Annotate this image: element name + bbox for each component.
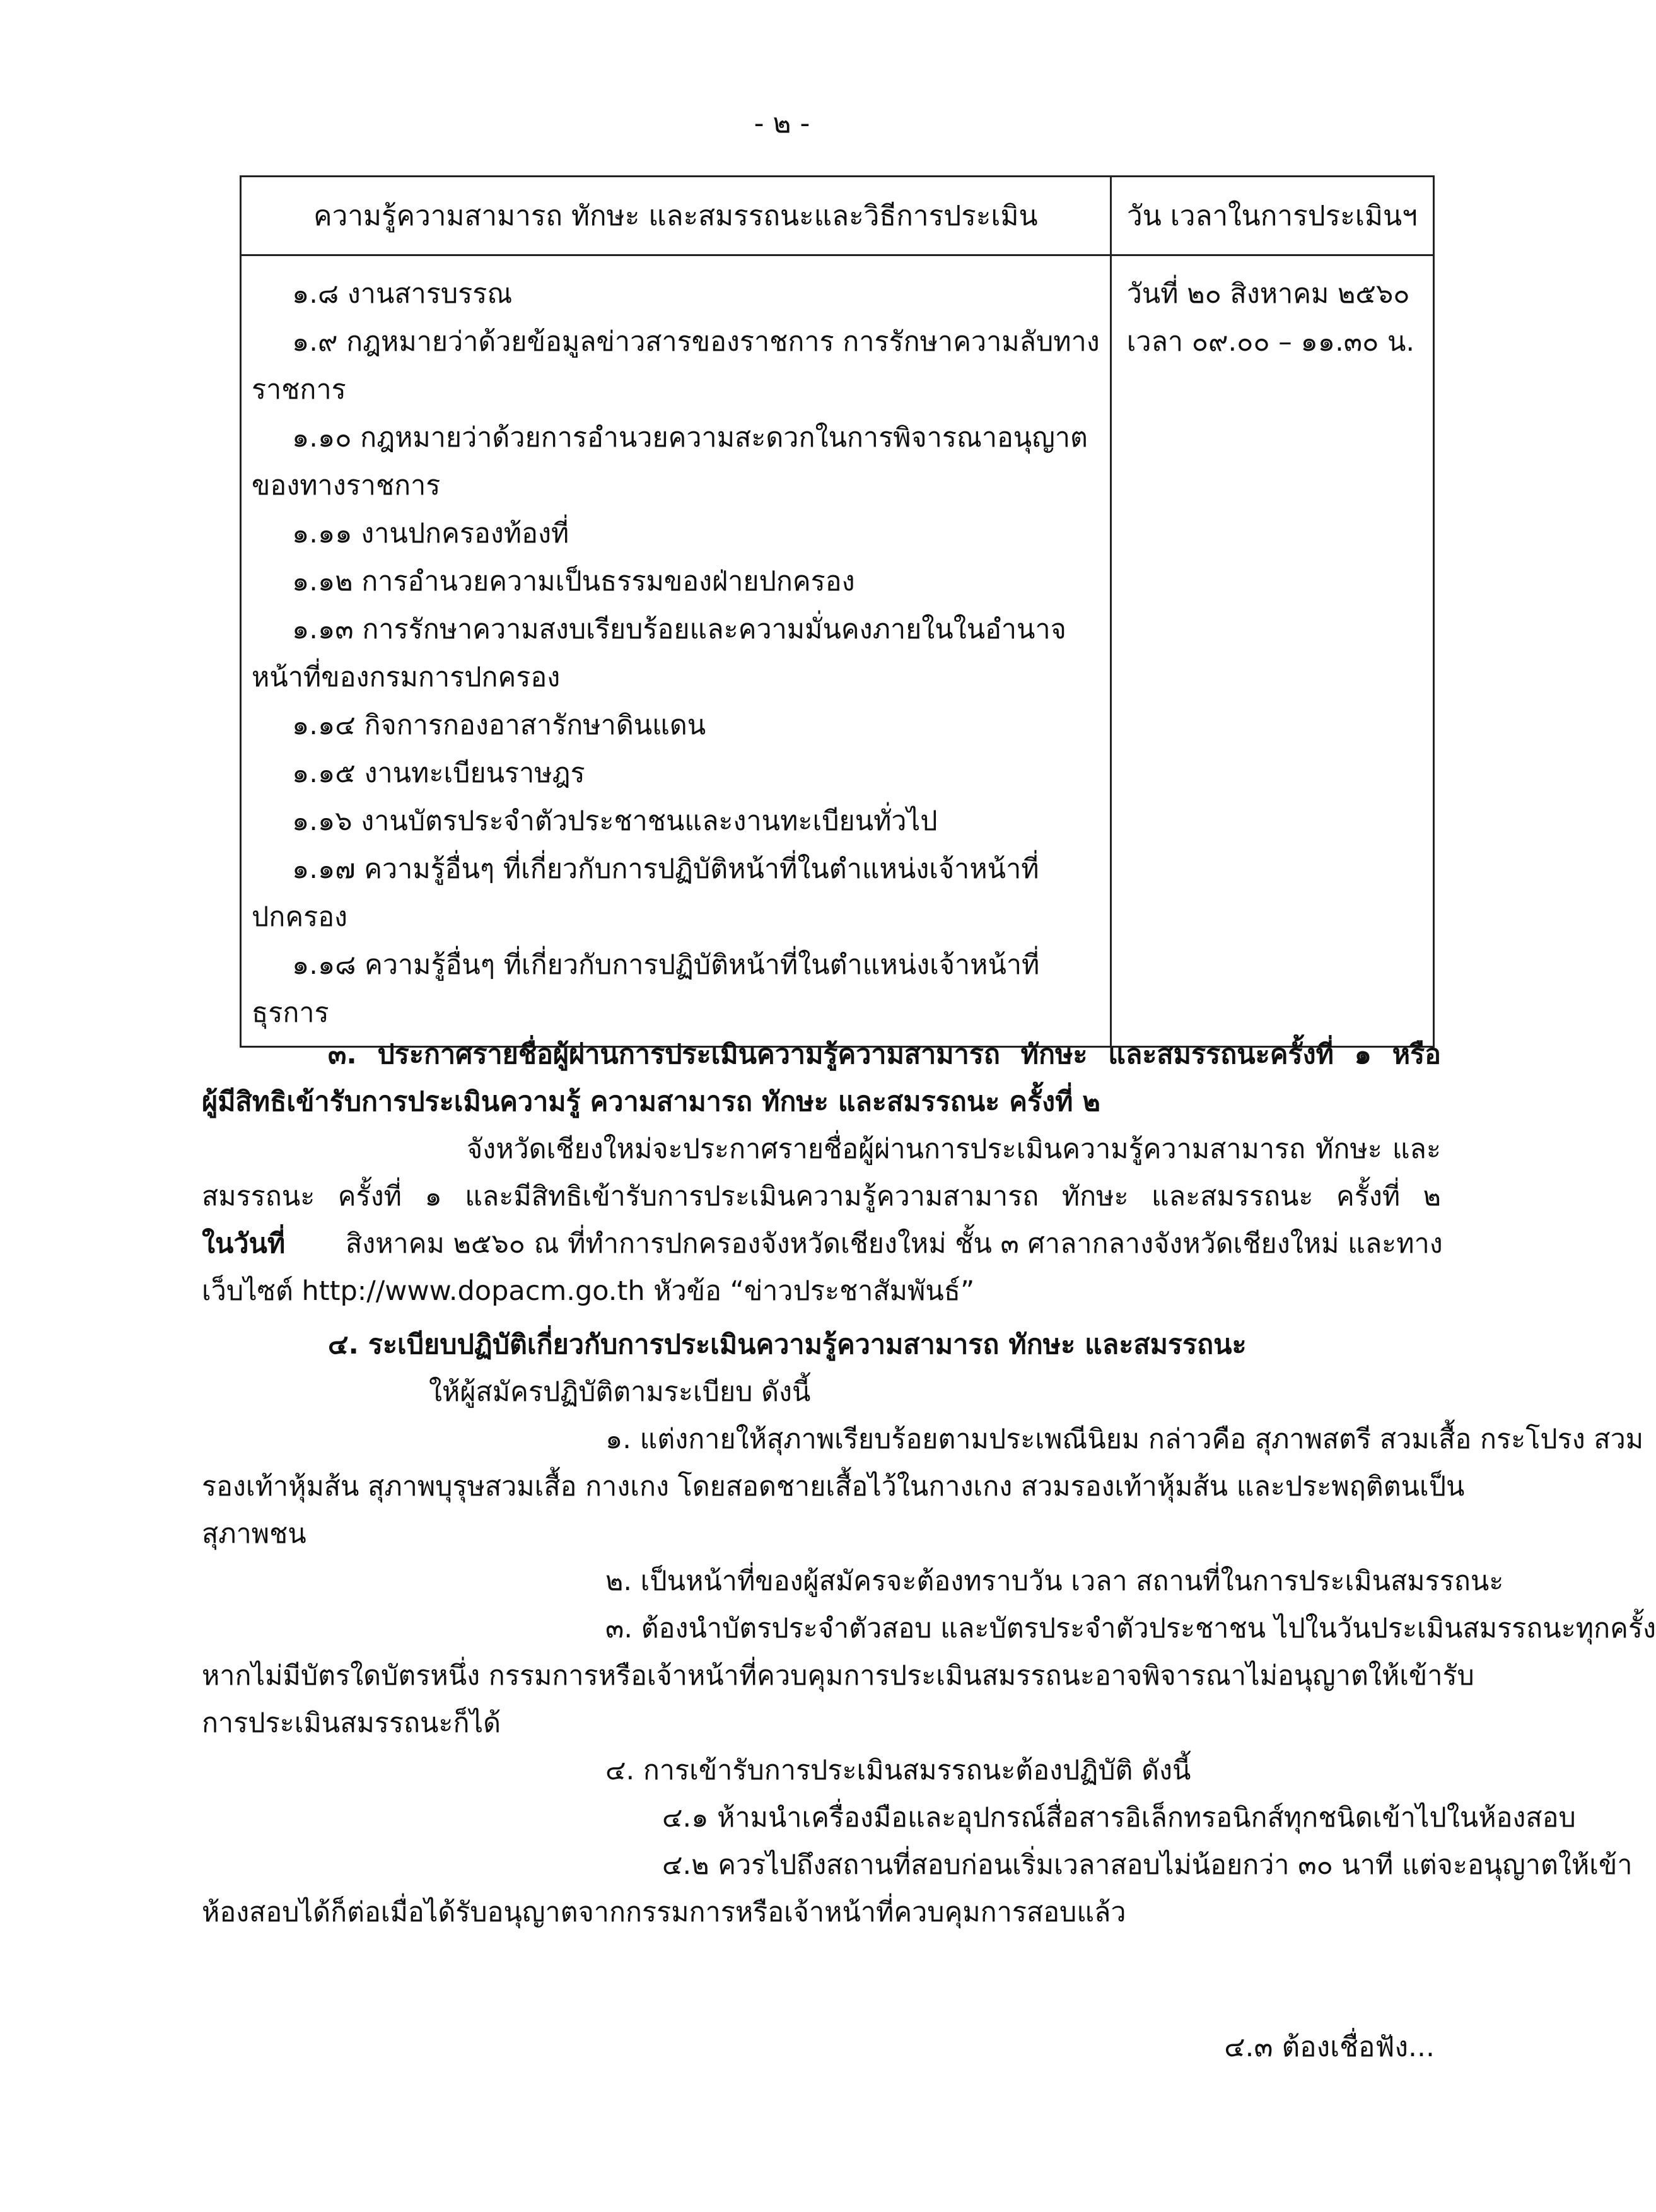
criteria-item: ๑.๑๐ กฎหมายว่าด้วยการอำนวยความสะดวกในการพิจารณาอนุญาต: [292, 422, 1088, 454]
rule-4-1: ๔.๑ ห้ามนำเครื่องมือและอุปกรณ์สื่อสารอิเล็กทรอนิกส์ทุกชนิดเข้าไปในห้องสอบ: [662, 1802, 1576, 1834]
criteria-item: ๑.๑๖ งานบัตรประจำตัวประชาชนและงานทะเบียนทั่วไป: [292, 805, 938, 837]
criteria-item: ๑.๑๑ งานปกครองท้องที่: [292, 518, 569, 549]
criteria-item: ๑.๑๗ ความรู้อื่นๆ ที่เกี่ยวกับการปฏิบัติหน้าที่ในตำแหน่งเจ้าหน้าที่: [292, 853, 1039, 885]
rule-1: ๑. แต่งกายให้สุภาพเรียบร้อยตามประเพณีนิยม กล่าวคือ สุภาพสตรี สวมเสื้อ กระโปรง สวม: [605, 1424, 1644, 1455]
criteria-item-cont: ของทางราชการ: [252, 470, 441, 501]
criteria-item-cont: หน้าที่ของกรมการปกครอง: [252, 662, 561, 693]
rule-3-cont: การประเมินสมรรถนะก็ได้: [202, 1707, 501, 1739]
criteria-item: ๑.๑๘ ความรู้อื่นๆ ที่เกี่ยวกับการปฏิบัติหน้าที่ในตำแหน่งเจ้าหน้าที่: [292, 949, 1040, 981]
schedule-cell: [1111, 255, 1433, 1047]
criteria-item: ๑.๑๒ การอำนวยความเป็นธรรมของฝ่ายปกครอง: [292, 566, 855, 597]
table-row: [241, 255, 1434, 1047]
section-3: [202, 1031, 1441, 1315]
assessment-date: วันที่ ๒๐ สิงหาคม ๒๕๖๐: [1126, 278, 1410, 310]
criteria-item-cont: ธุรการ: [252, 997, 329, 1029]
rule-2: ๒. เป็นหน้าที่ของผู้สมัครจะต้องทราบวัน เวลา สถานที่ในการประเมินสมรรถนะ: [605, 1565, 1504, 1597]
announce-date-rest: สิงหาคม ๒๕๖๐ ณ ที่ทำการปกครองจังหวัดเชียงใหม่ ชั้น ๓ ศาลากลางจังหวัดเชียงใหม่ และทาง: [345, 1228, 1443, 1260]
section-3-title: ๓. ประกาศรายชื่อผู้ผ่านการประเมินความรู้ความสามารถ ทักษะ และสมรรถนะครั้งที่ ๑ หรือ: [328, 1039, 1441, 1070]
announce-date-label: ในวันที่: [202, 1228, 286, 1260]
assessment-table: [240, 175, 1435, 1048]
criteria-item-cont: ปกครอง: [252, 901, 348, 933]
section-3-title-cont: ผู้มีสิทธิเข้ารับการประเมินความรู้ ความสามารถ ทักษะ และสมรรถนะ ครั้งที่ ๒: [202, 1086, 1100, 1118]
rule-4-2: ๔.๒ ควรไปถึงสถานที่สอบก่อนเริ่มเวลาสอบไม่น้อยกว่า ๓๐ นาที แต่จะอนุญาตให้เข้า: [662, 1849, 1633, 1881]
section-4: [202, 1321, 1656, 1936]
rule-3: ๓. ต้องนำบัตรประจำตัวสอบ และบัตรประจำตัวประชาชน ไปในวันประเมินสมรรถนะทุกครั้ง: [605, 1613, 1656, 1644]
criteria-item: ๑.๘ งานสารบรรณ: [292, 278, 513, 310]
rule-1-cont: สุภาพชน: [202, 1518, 306, 1550]
table-header-row: [241, 177, 1434, 255]
rule-3-cont: หากไม่มีบัตรใดบัตรหนึ่ง กรรมการหรือเจ้าหน้าที่ควบคุมการประเมินสมรรถนะอาจพิจารณาไม่อนุญาตให้เข้ารับ: [202, 1660, 1474, 1692]
criteria-list: [241, 255, 1111, 1047]
section-3-paragraph-cont: สมรรถนะ ครั้งที่ ๑ และมีสิทธิเข้ารับการประเมินความรู้ความสามารถ ทักษะ และสมรรถนะ ครั้งที่ ๒: [202, 1181, 1441, 1212]
section-3-paragraph: จังหวัดเชียงใหม่จะประกาศรายชื่อผู้ผ่านการประเมินความรู้ความสามารถ ทักษะ และ: [467, 1133, 1441, 1165]
table-header-schedule: วัน เวลาในการประเมินฯ: [1111, 177, 1433, 255]
continuation-note: ๔.๓ ต้องเชื่อฟัง...: [1224, 2031, 1435, 2063]
section-4-title: ๔. ระเบียบปฏิบัติเกี่ยวกับการประเมินความรู้ความสามารถ ทักษะ และสมรรถนะ: [328, 1329, 1247, 1361]
page-number: - ๒ -: [754, 107, 810, 139]
section-3-website: เว็บไซต์ http://www.dopacm.go.th หัวข้อ “ข่าวประชาสัมพันธ์”: [202, 1275, 975, 1307]
criteria-item: ๑.๑๓ การรักษาความสงบเรียบร้อยและความมั่นคงภายในในอำนาจ: [292, 614, 1066, 645]
criteria-item: ๑.๑๕ งานทะเบียนราษฎร: [292, 758, 585, 789]
rule-4: ๔. การเข้ารับการประเมินสมรรถนะต้องปฏิบัติ ดังนี้: [605, 1755, 1191, 1786]
table-header-criteria: ความรู้ความสามารถ ทักษะ และสมรรถนะและวิธีการประเมิน: [241, 177, 1111, 255]
rule-4-2-cont: ห้องสอบได้ก็ต่อเมื่อได้รับอนุญาตจากกรรมการหรือเจ้าหน้าที่ควบคุมการสอบแล้ว: [202, 1897, 1126, 1928]
section-4-intro: ให้ผู้สมัครปฏิบัติตามระเบียบ ดังนี้: [429, 1376, 811, 1408]
criteria-item: ๑.๙ กฎหมายว่าด้วยข้อมูลข่าวสารของราชการ การรักษาความลับทาง: [292, 326, 1100, 358]
criteria-item-cont: ราชการ: [252, 374, 346, 406]
assessment-time: เวลา ๐๙.๐๐ – ๑๑.๓๐ น.: [1126, 326, 1415, 358]
criteria-item: ๑.๑๔ กิจการกองอาสารักษาดินแดน: [292, 710, 706, 741]
section-3-paragraph-cont: [202, 1220, 1441, 1268]
rule-1-cont: รองเท้าหุ้มส้น สุภาพบุรุษสวมเสื้อ กางเกง โดยสอดชายเสื้อไว้ในกางเกง สวมรองเท้าหุ้มส้น และประพฤติตนเป็น: [202, 1471, 1465, 1502]
